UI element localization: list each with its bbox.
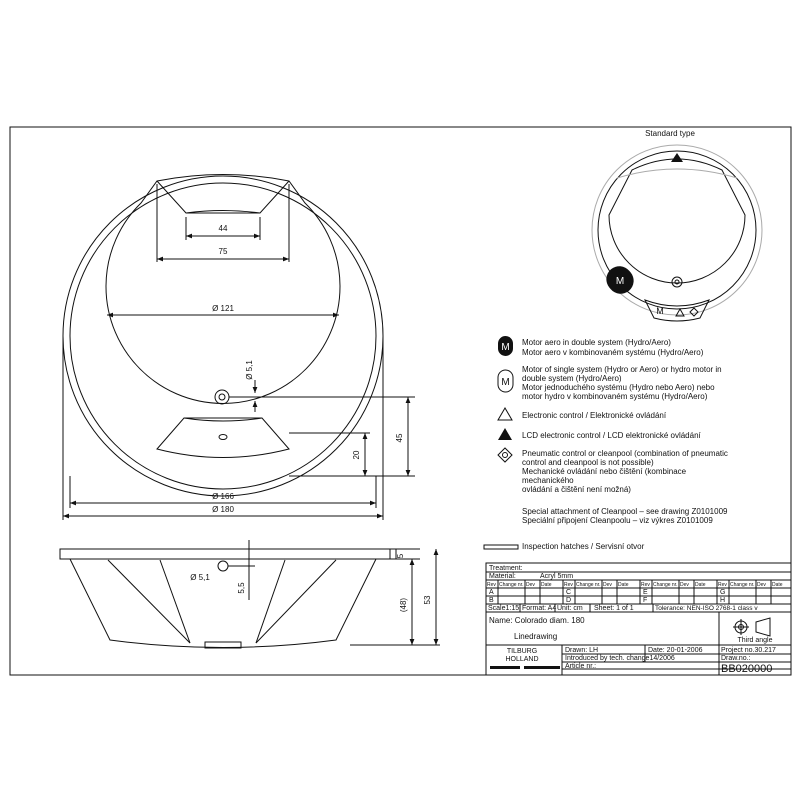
side-dim-overflow-label: Ø 5,1: [190, 573, 210, 582]
tb-change-h3: Change nr.: [653, 582, 678, 588]
legend-icon-electronic: [498, 408, 512, 420]
tb-sheet: Sheet: 1 of 1: [594, 605, 634, 612]
tb-article: Article nr.:: [565, 663, 597, 670]
svg-text:M: M: [501, 377, 510, 388]
title-block: [486, 563, 791, 675]
legend-item1-line2: Motor aero v kombinovaném systému (Hydro/Aero): [522, 348, 704, 357]
dim-20-label: 20: [352, 450, 361, 460]
sheet-border: [10, 127, 791, 675]
dim-drain-label: Ø 5,1: [245, 360, 254, 380]
tb-material-label: Material:: [489, 573, 516, 580]
legend-item4: LCD electronic control / LCD elektronické ovládání: [522, 431, 701, 440]
tb-rev-h: Rev: [487, 582, 496, 588]
svg-text:M: M: [501, 342, 510, 353]
legend-item6-line2: Speciální připojení Cleanpoolu – viz výkres Z0101009: [522, 516, 713, 525]
tb-drawno: BB020000: [721, 663, 773, 675]
top-view: [63, 175, 415, 521]
tb-rev-g: G: [720, 589, 726, 596]
tb-rev-a: A: [489, 589, 494, 596]
dim-180-label: Ø 180: [212, 505, 234, 514]
tb-dev-h3: Dev: [680, 582, 689, 588]
dim-45-label: 45: [395, 433, 404, 443]
tb-date-h3: Date: [695, 582, 706, 588]
tb-change-h2: Change nr.: [576, 582, 601, 588]
side-rim: [60, 549, 390, 559]
tb-company-logo: [490, 666, 520, 669]
legend-icon-inspection: [484, 545, 518, 549]
legend-item6-line1: Special attachment of Cleanpool – see drawing Z0101009: [522, 507, 728, 516]
tb-linedrawing: Linedrawing: [514, 632, 558, 641]
tb-rev-d: D: [566, 597, 572, 604]
dim-44-label: 44: [218, 224, 228, 233]
seat-bottom: [157, 418, 289, 458]
tb-change-h: Change nr.: [499, 582, 524, 588]
tb-company-2: HOLLAND: [505, 656, 539, 663]
tb-drawn: Drawn: LH: [565, 647, 599, 654]
tb-drawno-label: Draw.no.:: [721, 655, 751, 662]
legend-icon-pneumatic: [498, 448, 512, 462]
standard-lcd-icon: [671, 153, 683, 162]
legend-item2-line1: Motor of single system (Hydro or Aero) or hydro motor in: [522, 365, 722, 374]
tb-date-h: Date: [541, 582, 552, 588]
svg-text:M: M: [615, 276, 625, 287]
legend-item5-line3: Mechanické ovládání nebo čištění (kombinace: [522, 467, 687, 476]
dim-121-label: Ø 121: [212, 304, 234, 313]
side-dim-5-label: 5: [396, 553, 405, 559]
legend: [484, 336, 728, 551]
side-view: [60, 540, 440, 648]
tb-format: Format: A4: [522, 605, 557, 612]
legend-item5-line4: mechanického: [522, 476, 574, 485]
side-dim-48-label: (48): [399, 597, 408, 613]
legend-item2-line4: motor hydro v kombinovaném systému (Hydro/Aero): [522, 392, 708, 401]
tb-change-h4: Change nr.: [730, 582, 755, 588]
overflow-hole: [219, 435, 227, 440]
side-body: [70, 559, 376, 648]
legend-icon-lcd: [498, 428, 512, 440]
side-overflow: [218, 561, 228, 571]
tb-treatment: Treatment:: [489, 565, 523, 572]
tb-scale: Scale1:15: [488, 605, 520, 612]
dim-75-label: 75: [218, 247, 228, 256]
drain-inner: [219, 394, 225, 400]
side-dim-5-5-label: 5,5: [237, 582, 246, 594]
dim-166-label: Ø 166: [212, 492, 234, 501]
tb-rev-h-letter: H: [720, 597, 726, 604]
tb-date-h2: Date: [618, 582, 629, 588]
legend-item5-line1: Pneumatic control or cleanpool (combination of pneumatic: [522, 449, 728, 458]
tb-date: Date: 20-01-2006: [648, 647, 703, 654]
legend-item5-line2: control and cleanpool is not possible): [522, 458, 654, 467]
tb-rev-f: F: [643, 597, 648, 604]
legend-icon-motor-aero: [498, 336, 513, 356]
top-view-labels: [212, 224, 404, 514]
tb-introduced: Introduced by tech. change14/2006: [565, 655, 675, 662]
tb-tolerance: Tolerance: NEN-ISO 2768-1 class v: [655, 605, 758, 612]
tb-rev-b: B: [489, 597, 494, 604]
tb-rev-h2: Rev: [564, 582, 573, 588]
legend-item2-line2: double system (Hydro/Aero): [522, 374, 622, 383]
basin-outline: [106, 175, 340, 404]
legend-icon-motor-single: [498, 370, 513, 392]
tb-dev-h4: Dev: [757, 582, 766, 588]
tb-material-value: Acryl 5mm: [540, 573, 574, 580]
legend-item3: Electronic control / Elektronické ovládání: [522, 411, 667, 420]
tb-date-h4: Date: [772, 582, 783, 588]
legend-item5-line5: ovládání a čištění není možná): [522, 485, 631, 494]
tb-rev-h3: Rev: [641, 582, 650, 588]
tb-rev-h4: Rev: [718, 582, 727, 588]
tb-company-1: TILBURG: [506, 648, 538, 655]
tb-rev-e: E: [643, 589, 648, 596]
legend-item7: Inspection hatches / Servisní otvor: [522, 542, 645, 551]
drain-outer: [215, 390, 229, 404]
svg-text:M: M: [656, 306, 664, 316]
tb-unit: Unit: cm: [557, 605, 583, 612]
tb-dev-h: Dev: [526, 582, 535, 588]
headrest-top: [157, 181, 289, 213]
standard-type-label: Standard type: [645, 129, 695, 138]
tb-name: Name: Colorado diam. 180: [489, 616, 585, 625]
tb-dev-h2: Dev: [603, 582, 612, 588]
tb-third-angle: Third angle: [737, 637, 773, 644]
legend-item1-line1: Motor aero in double system (Hydro/Aero): [522, 338, 671, 347]
legend-item2-line3: Motor jednoduchého systému (Hydro nebo Aero) nebo: [522, 383, 715, 392]
tb-rev-c: C: [566, 589, 572, 596]
tb-project: Project no.30.217: [721, 647, 776, 654]
third-angle-symbol: [733, 618, 770, 636]
side-dim-53-label: 53: [423, 595, 432, 605]
standard-type-view: [592, 145, 762, 321]
